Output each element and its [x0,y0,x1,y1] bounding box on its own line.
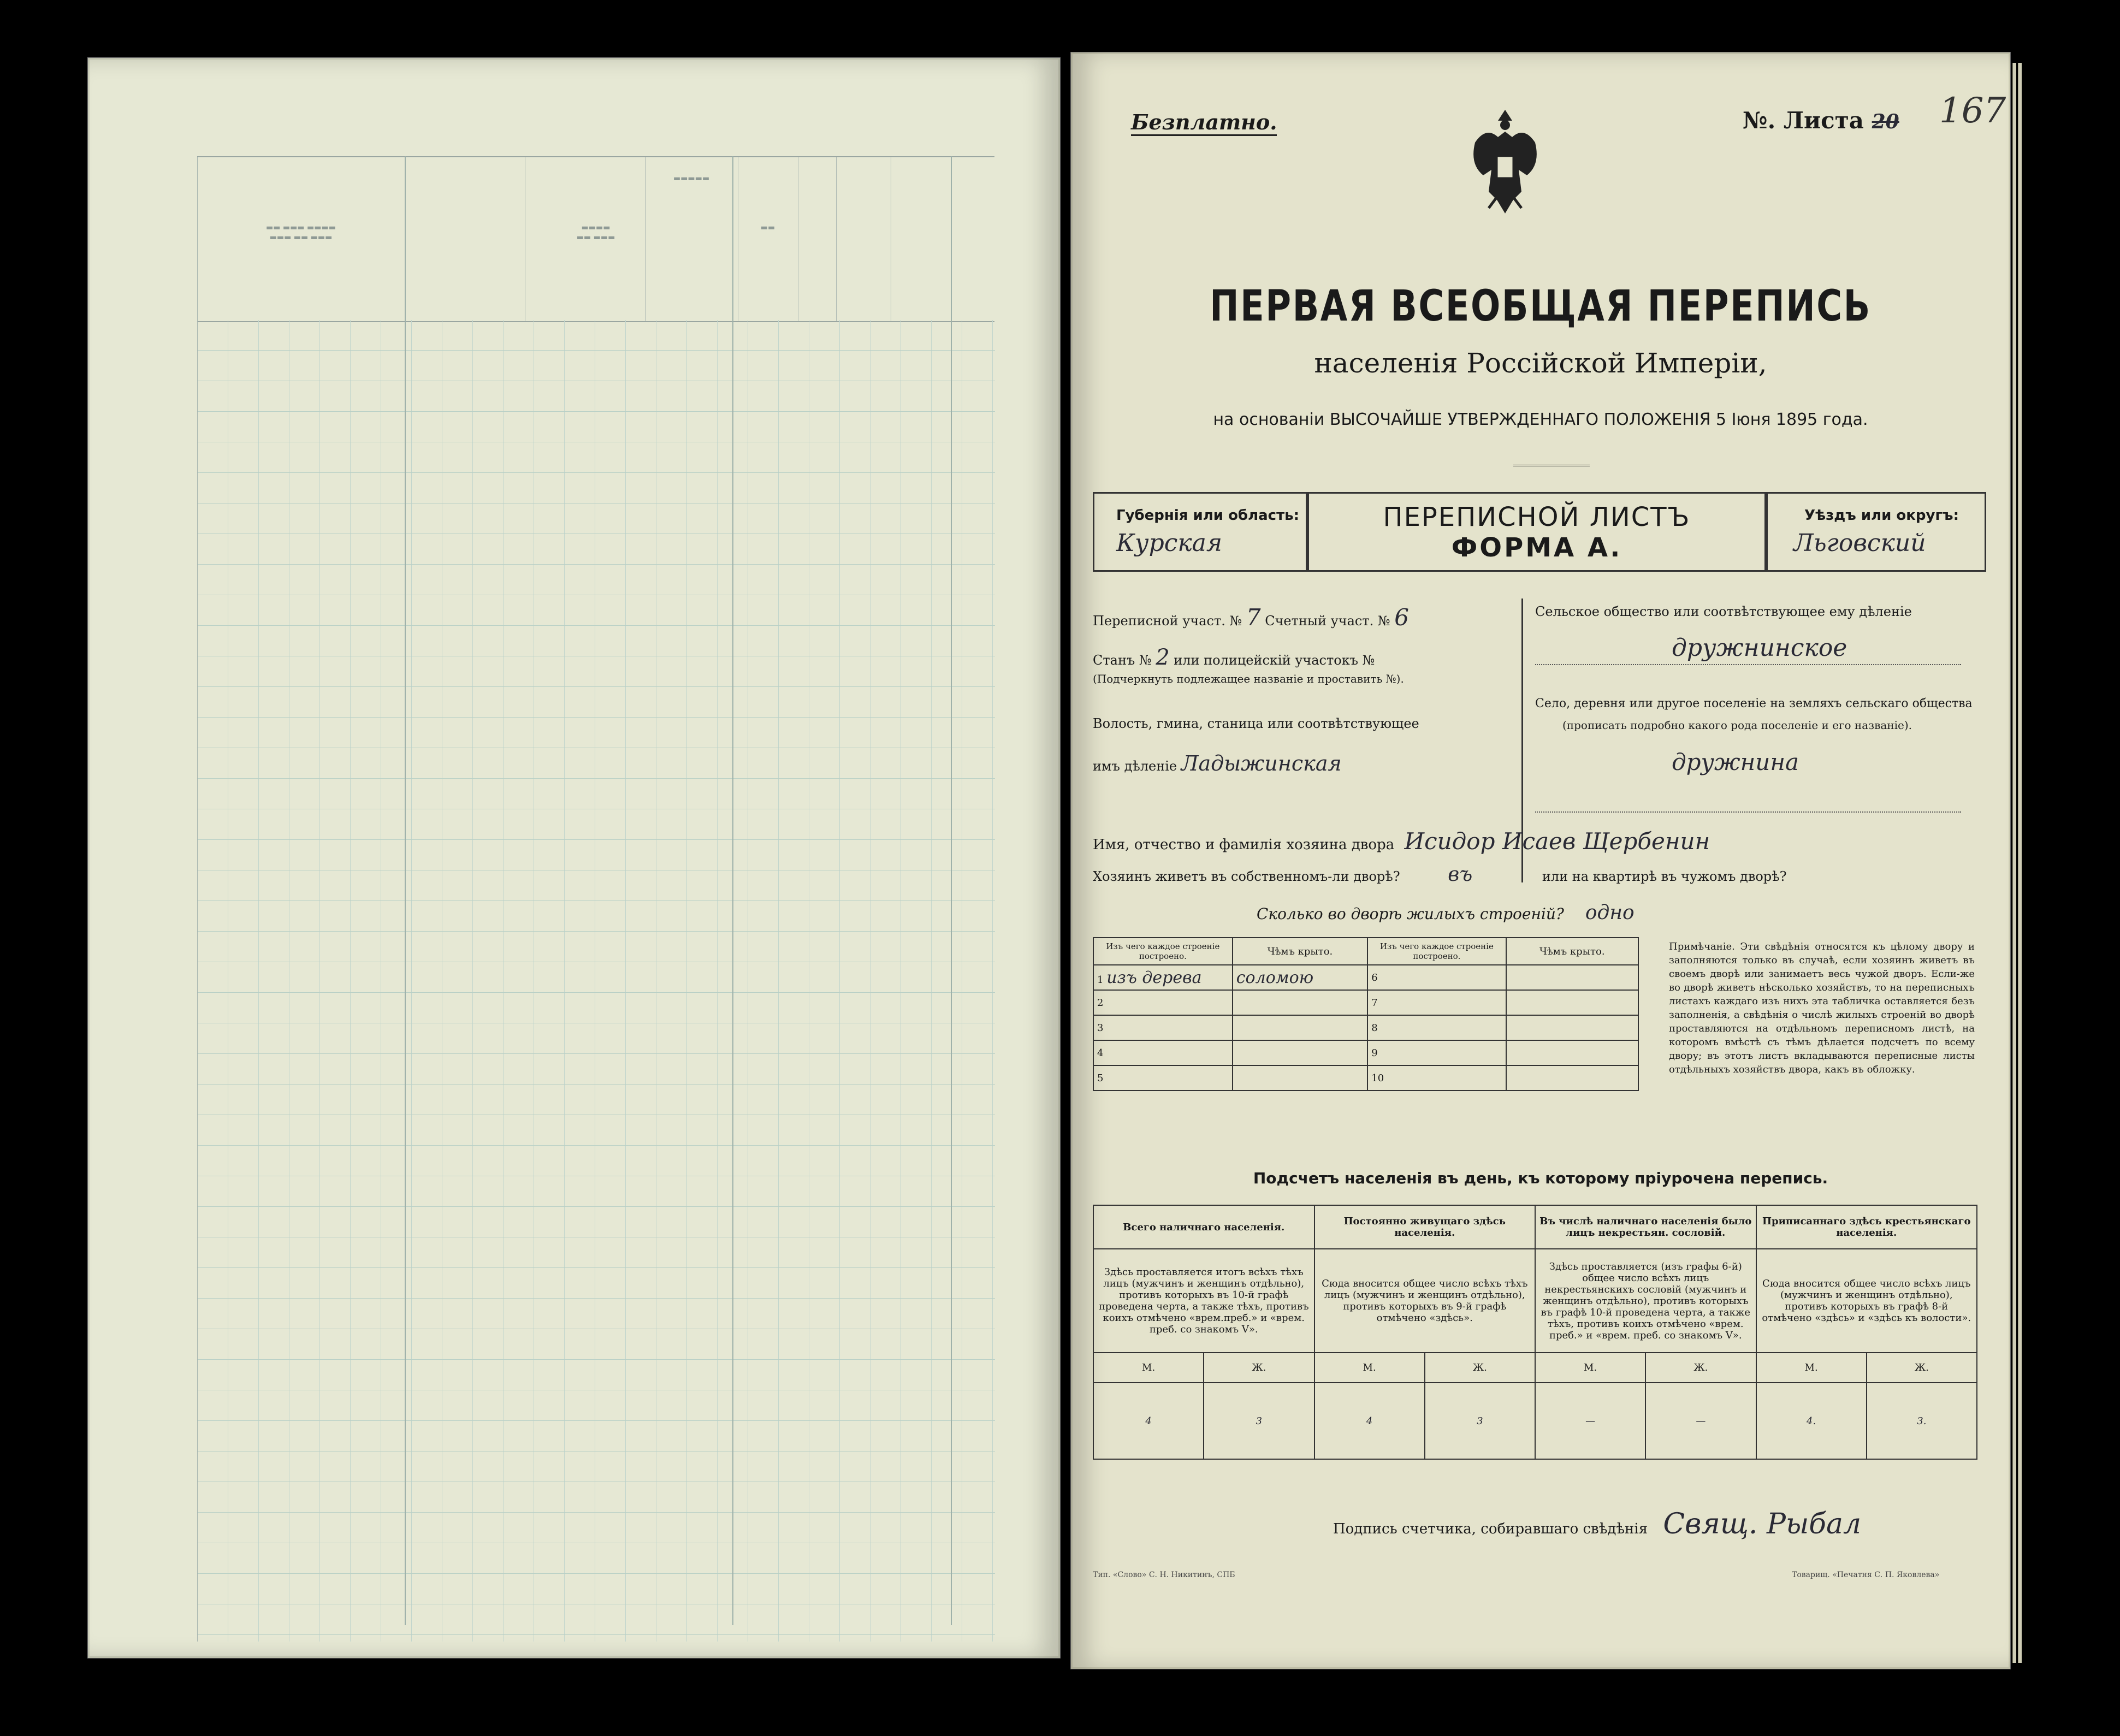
imprint-left: Тип. «Слово» С. Н. Никитинъ, СПБ [1093,1571,1235,1579]
volost-label-2: имъ дѣленіе [1093,759,1177,774]
census-district-label: Переписной участ. № [1093,613,1242,629]
table-row: 3 8 [1093,1015,1638,1040]
sheet-number-value: 20 [1872,110,1899,133]
census-district-value: 7 [1246,604,1261,631]
tally-value: 4 [1314,1383,1425,1459]
tally-value: 3. [1867,1383,1977,1459]
province-value: Курская [1116,529,1223,557]
police-district-label: или полицейскій участокъ № [1174,653,1375,668]
province-label: Губернія или область: [1116,507,1299,524]
own-yard-label: Хозяинъ живетъ въ собственномъ-ли дворѣ? [1093,869,1400,884]
free-label: Безплатно. [1131,110,1277,136]
tally-col-title: Всего наличнаго населенія. [1093,1205,1314,1249]
imprint-right: Товарищ. «Печатня С. П. Яковлева» [1792,1571,1940,1579]
signature-label: Подпись счетчика, собиравшаго свѣдѣнія [1333,1521,1648,1537]
society-label: Сельское общество или соотвѣтствующее ему дѣленіе [1535,604,1912,619]
form-title-box [1306,492,1768,572]
form-main-title: ПЕРВАЯ ВСЕОБЩАЯ ПЕРЕПИСЬ [1210,282,1872,331]
table-row: 5 10 [1093,1065,1638,1091]
form-basis-line: на основаніи ВЫСОЧАЙШЕ УТВЕРЖДЕННАГО ПОЛОЖЕНІЯ 5 Іюня 1895 года. [1213,410,1868,429]
sheet-title: ПЕРЕПИСНОЙ ЛИСТЪ [1383,502,1691,532]
form-subtitle: населенія Россійской Имперіи, [1314,347,1767,379]
imperial-eagle-emblem [1464,104,1546,219]
owner-name-label: Имя, отчество и фамилія хозяина двора [1093,837,1395,853]
counting-district-value: 6 [1394,604,1409,631]
own-yard-value: въ [1448,863,1473,886]
tally-value: 4 [1093,1383,1204,1459]
village-note: (прописать подробно какого рода поселеніе и его названіе). [1562,719,1912,732]
table-row: 2 7 [1093,990,1638,1015]
stan-value: 2 [1156,645,1170,670]
archive-page-number: 167 [1939,91,2006,131]
decorative-divider [1513,465,1590,466]
col-roof-header: Чѣмъ крыто. [1233,938,1368,965]
roof-value: соломою [1233,965,1368,990]
tally-col-title: Постоянно живущаго здѣсь населенія. [1314,1205,1536,1249]
population-tally-table: Всего наличнаго населенія. Постоянно живущаго здѣсь населенія. Въ числѣ наличнаго населенія было лицъ некрестьян. сословій. Приписаннаго здѣсь крестьянскаго населенія. Здѣсь проставляется итогъ всѣхъ тѣхъ лицъ (мужчинъ и женщинъ отдѣльно), противъ которыхъ въ 10-й графѣ проведена черта, а также тѣхъ, противъ коихъ отмѣчено «врем.преб.» и «врем. преб. со знакомъ V». Сюда вносится общее число всѣхъ тѣхъ лицъ (мужчинъ и женщинъ отдѣльно), противъ которыхъ въ 9-й графѣ отмѣчено «здѣсь». Здѣсь проставляется (изъ графы 6-й) общее число всѣхъ лицъ некрестьянскихъ сословій (мужчинъ и женщинъ отдѣльно), противъ которыхъ въ графѣ 10-й проведена черта, а также тѣхъ, противъ коихъ отмѣчено «врем. преб.» и «врем. преб. со знакомъ V». Сюда вносится общее число всѣхъ лицъ (мужчинъ и женщинъ отдѣльно), противъ которыхъ въ графѣ 8-й отмѣчено «здѣсь» и «здѣсь къ волости». М. Ж. М. Ж. М. Ж. М. Ж. 4 3 4 3 — — 4. 3. [1093,1205,1977,1460]
volost-value: Ладыжинская [1181,751,1342,775]
province-box [1093,492,1309,572]
material-value: изъ дерева [1106,968,1202,987]
society-value: дружнинское [1672,634,1847,662]
tally-value: — [1535,1383,1645,1459]
buildings-count-label: Сколько во дворѣ жилыхъ строеній? [1257,905,1564,923]
table-row: 4 9 [1093,1040,1638,1065]
counting-district-label: Счетный участ. № [1265,613,1390,629]
ledger-grid [197,320,995,1642]
tally-heading: Подсчетъ населенія въ день, къ которому пріурочена перепись. [1253,1169,1828,1187]
village-label: Село, деревня или другое поселеніе на земляхъ сельскаго общества [1535,697,1973,710]
col-material-header-2: Изъ чего каждое строеніе построено. [1367,938,1506,965]
tally-value: 3 [1204,1383,1314,1459]
buildings-count-value: одно [1585,902,1635,924]
tally-col-title: Приписаннаго здѣсь крестьянскаго населенія. [1756,1205,1977,1249]
tally-value: — [1645,1383,1756,1459]
district-box [1764,492,1986,572]
stan-label: Станъ № [1093,653,1152,668]
col-material-header: Изъ чего каждое строеніе построено. [1093,938,1233,965]
district-value: Льговский [1793,529,1926,557]
buildings-table [1093,937,1639,1091]
left-ledger-page [87,57,1061,1658]
district-label: Уѣздъ или округъ: [1804,507,1959,524]
tally-col-desc: Сюда вносится общее число всѣхъ тѣхъ лицъ (мужчинъ и женщинъ отдѣльно), противъ которыхъ въ 9-й графѣ отмѣчено «здѣсь». [1314,1249,1536,1353]
enumerator-signature: Свящ. Рыбал [1663,1508,1862,1541]
tally-col-desc: Здѣсь проставляется итогъ всѣхъ тѣхъ лицъ (мужчинъ и женщинъ отдѣльно), противъ которыхъ въ 10-й графѣ проведена черта, а также тѣхъ, противъ коихъ отмѣчено «врем.преб.» и «врем. преб. со знакомъ V». [1093,1249,1314,1353]
buildings-note: Примѣчаніе. Эти свѣдѣнія относятся къ цѣлому двору и заполняются только въ случаѣ, если хозяинъ живетъ въ своемъ дворѣ или занимаетъ весь чужой дворъ. Если-же во дворѣ живетъ нѣсколько хозяйствъ, то на переписныхъ листахъ каждаго изъ нихъ эта табличка оставляется безъ заполненія, а свѣдѣнія о числѣ жилыхъ строеній во дворѣ проставляются на отдѣльномъ переписномъ листѣ, на которомъ вмѣстѣ съ тѣмъ дѣлается подсчетъ по всему двору; въ этотъ листъ вкладываются переписные листы отдѣльныхъ хозяйствъ двора, какъ въ обложку. [1669,941,1975,1075]
tally-col-desc: Здѣсь проставляется (изъ графы 6-й) общее число всѣхъ лицъ некрестьянскихъ сословій (мужчинъ и женщинъ отдѣльно), противъ которыхъ въ графѣ 10-й проведена черта, а также тѣхъ, противъ коихъ отмѣчено «врем. преб.» и «врем. преб. со знакомъ V». [1535,1249,1756,1353]
volost-label-1: Волость, гмина, станица или соотвѣтствующее [1093,716,1419,731]
table-row: 1 изъ дерева соломою 6 [1093,965,1638,990]
tally-value: 4. [1756,1383,1867,1459]
col-roof-header-2: Чѣмъ крыто. [1506,938,1638,965]
owner-name-value: Исидор Исаев Щербенин [1404,828,1710,855]
census-form-page [1070,52,2011,1669]
sheet-number-label: №. Листа [1743,107,1864,134]
village-value: дружнина [1672,749,1799,775]
form-title: ФОРМА А. [1451,532,1622,563]
rented-yard-label: или на квартирѣ въ чужомъ дворѣ? [1542,869,1787,884]
tally-values-row [1093,1383,1977,1459]
tally-value: 3 [1425,1383,1535,1459]
tally-col-desc: Сюда вносится общее число всѣхъ лицъ (мужчинъ и женщинъ отдѣльно), противъ которыхъ въ графѣ 8-й отмѣчено «здѣсь» и «здѣсь къ волости». [1756,1249,1977,1353]
tally-col-title: Въ числѣ наличнаго населенія было лицъ некрестьян. сословій. [1535,1205,1756,1249]
ledger-header: ▬▬ ▬▬▬ ▬▬▬▬ ▬▬▬ ▬▬ ▬▬▬ ▬▬▬▬ ▬▬ ▬▬▬ ▬▬▬▬▬ ▬▬ [197,156,994,322]
open-book [71,52,2021,1690]
underline-note: (Подчеркнуть подлежащее названіе и проставить №). [1093,672,1404,685]
